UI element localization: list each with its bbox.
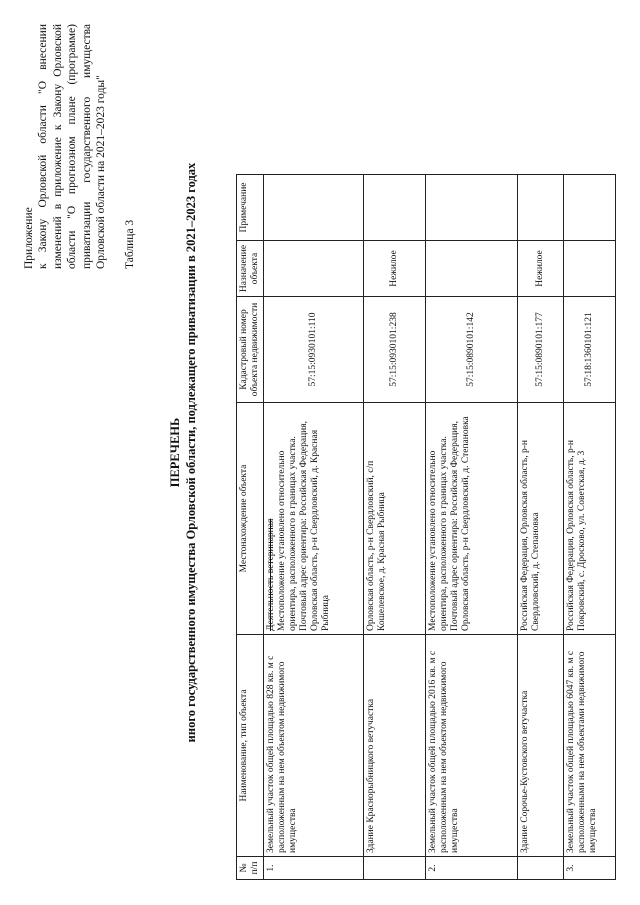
row-location-text: Местоположение установлено относительно ориентира, расположенного в границах участка. Почтовый адрес ориентира: Российская Федерация, Орловская область, р-н Свердловский, д. Красная Рыбница	[277, 420, 331, 631]
row-location: Российская Федерация, Орловская область, р-н Свердловский, д. Степановка	[518, 403, 564, 635]
table-row	[264, 175, 364, 880]
document-subtitle: иного государственного имущества Орловской области, подлежащего приватизации в 2021–2023 годах	[184, 162, 198, 743]
row-cadastral: 57:15:0890101:142	[426, 297, 518, 403]
row-name: Здание Сорочье-Кустовского ветучастка	[518, 635, 564, 857]
row-cadastral: 57:15:0930101:110	[264, 297, 364, 403]
header-cadastral: Кадастровый номер объекта недвижимости	[237, 297, 264, 403]
row-num: 1.	[264, 857, 364, 880]
table-label: Таблица 3	[124, 219, 136, 269]
header-name: Наименование, тип объекта	[237, 635, 264, 857]
header-num: № п/п	[237, 857, 264, 880]
header-location: Местонахождение объекта	[237, 403, 264, 635]
appendix-header	[22, 24, 108, 269]
row-purpose	[564, 241, 616, 297]
row-cadastral: 57:15:0890101:177	[518, 297, 564, 403]
privatization-table	[236, 174, 616, 880]
row-name: Здание Краснорыбницкого ветучастка	[364, 635, 426, 857]
document-title: ПЕРЕЧЕНЬ	[168, 417, 182, 488]
row-note	[518, 175, 564, 241]
header-purpose: Назначение объекта	[237, 241, 264, 297]
row-num	[518, 857, 564, 880]
row-note	[426, 175, 518, 241]
appendix-title: Приложение	[23, 207, 35, 269]
row-purpose	[426, 241, 518, 297]
table-header-row	[237, 175, 264, 880]
row-name: Земельный участок общей площадью 828 кв. м с расположенным на нем объектом недвижимого имущества	[264, 635, 364, 857]
row-name: Земельный участок общей площадью 6047 кв. м с расположенными на нем объектами недвижимого имущества	[564, 635, 616, 857]
row-num: 2.	[426, 857, 518, 880]
row-cadastral: 57:15:0930101:238	[364, 297, 426, 403]
row-location: Орловская область, р-н Свердловский, с/п Кошелевское, д. Красная Рыбница	[364, 403, 426, 635]
header-note: Примечание	[237, 175, 264, 241]
row-location: Российская Федерация, Орловская область, р-н Покровский, с. Дросково, ул. Советская, д. 3	[564, 403, 616, 635]
row-note	[264, 175, 364, 241]
table-row	[564, 175, 616, 880]
table-row	[364, 175, 426, 880]
row-num	[364, 857, 426, 880]
table-row	[426, 175, 518, 880]
row-location: Местоположение установлено относительно ориентира, расположенного в границах участка. Почтовый адрес ориентира: Российская Федерация, Орловская область, р-н Свердловский, д. Степановка	[426, 403, 518, 635]
row-purpose: Нежилое	[364, 241, 426, 297]
row-name: Земельный участок общей площадью 2016 кв. м с расположенным на нем объектом недвижимого имущества	[426, 635, 518, 857]
row-purpose	[264, 241, 364, 297]
row-purpose: Нежилое	[518, 241, 564, 297]
row-cadastral: 57:18:1360101:121	[564, 297, 616, 403]
row-location	[264, 403, 364, 635]
table-row	[518, 175, 564, 880]
row-note	[564, 175, 616, 241]
appendix-text: к Закону Орловской области "О внесении изменений в приложение к Закону Орловской области "О прогнозном плане (программе) приватизации государственного имущества Орловской области на 2021–2023 годы"	[37, 24, 108, 269]
struck-text: Деятельность ветеринарная	[266, 518, 276, 631]
row-num: 3.	[564, 857, 616, 880]
row-note	[364, 175, 426, 241]
